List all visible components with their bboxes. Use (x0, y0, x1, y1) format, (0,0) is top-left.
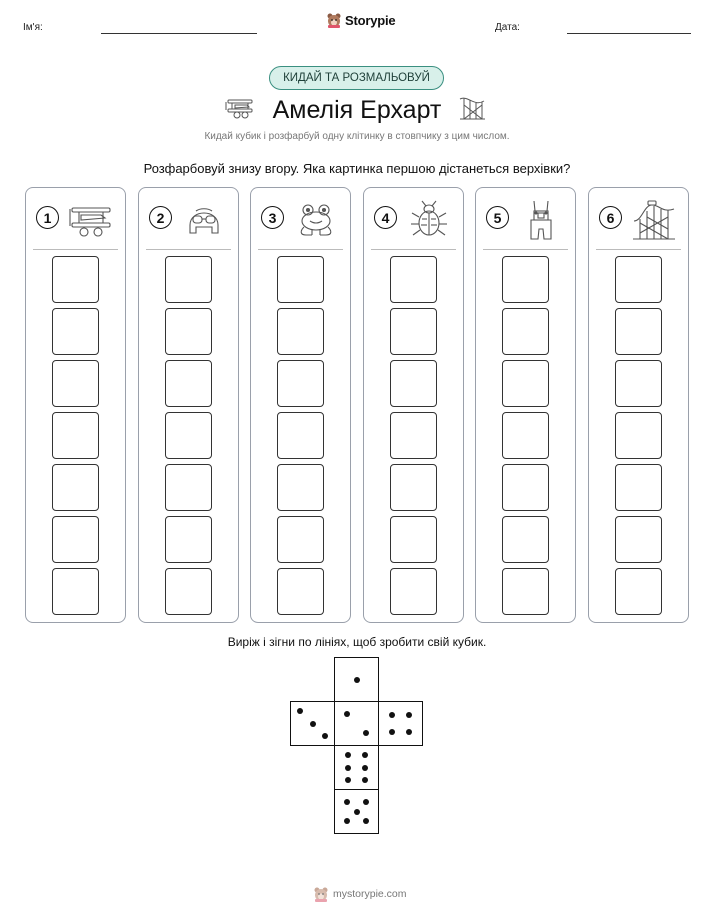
name-label: Ім'я: (23, 22, 43, 33)
color-cell[interactable] (165, 308, 212, 355)
die-face-1 (334, 657, 379, 702)
color-cell[interactable] (277, 308, 324, 355)
color-cell[interactable] (390, 464, 437, 511)
color-cell[interactable] (277, 568, 324, 615)
column-number: 1 (36, 206, 59, 229)
column-divider (371, 249, 456, 250)
color-cell[interactable] (502, 516, 549, 563)
color-cell[interactable] (52, 360, 99, 407)
column-number: 4 (374, 206, 397, 229)
column-6 (588, 187, 689, 623)
color-cell[interactable] (52, 516, 99, 563)
column-2 (138, 187, 239, 623)
column-4 (363, 187, 464, 623)
die-pip (362, 752, 368, 758)
cube-instruction: Виріж і зігни по лініях, щоб зробити свій кубик. (227, 635, 487, 649)
color-cell[interactable] (615, 464, 662, 511)
color-cell[interactable] (52, 568, 99, 615)
brand-name: Storypie (345, 12, 396, 28)
die-face-6 (334, 745, 379, 790)
die-pip (345, 752, 351, 758)
column-divider (33, 249, 118, 250)
color-cell[interactable] (502, 360, 549, 407)
color-cell[interactable] (502, 256, 549, 303)
date-line[interactable] (567, 33, 691, 34)
color-cell[interactable] (390, 516, 437, 563)
color-cell[interactable] (52, 256, 99, 303)
storypie-logo (326, 12, 395, 28)
color-cell[interactable] (165, 568, 212, 615)
activity-badge: КИДАЙ ТА РОЗМАЛЬОВУЙ (269, 66, 444, 90)
die-pip (406, 729, 412, 735)
column-number: 6 (599, 206, 622, 229)
color-cell[interactable] (165, 516, 212, 563)
color-cell[interactable] (165, 360, 212, 407)
die-pip (389, 729, 395, 735)
column-divider (596, 249, 681, 250)
color-cell[interactable] (615, 256, 662, 303)
column-3 (250, 187, 351, 623)
die-face-5 (334, 789, 379, 834)
die-face-4 (378, 701, 423, 746)
die-pip (406, 712, 412, 718)
color-cell[interactable] (390, 360, 437, 407)
color-cell[interactable] (502, 568, 549, 615)
color-cell[interactable] (615, 412, 662, 459)
footer-url: mystorypie.com (333, 888, 407, 900)
die-pip (345, 765, 351, 771)
color-cell[interactable] (502, 412, 549, 459)
footer (313, 886, 407, 902)
date-label: Дата: (495, 22, 520, 33)
column-5 (475, 187, 576, 623)
beetle-icon (407, 199, 451, 241)
color-cell[interactable] (277, 516, 324, 563)
die-pip (362, 765, 368, 771)
color-cell[interactable] (52, 308, 99, 355)
die-pip (363, 730, 369, 736)
color-cell[interactable] (165, 464, 212, 511)
color-cell[interactable] (165, 412, 212, 459)
die-pip (322, 733, 328, 739)
page-title: Амелія Ерхарт (272, 96, 442, 124)
die-pip (344, 711, 350, 717)
bear-logo-icon (326, 12, 342, 28)
color-cell[interactable] (52, 412, 99, 459)
column-divider (258, 249, 343, 250)
die-face-3 (290, 701, 335, 746)
color-cell[interactable] (615, 360, 662, 407)
die-pip (345, 777, 351, 783)
color-cell[interactable] (390, 412, 437, 459)
die-pip (354, 677, 360, 683)
die-pip (344, 818, 350, 824)
color-cell[interactable] (277, 412, 324, 459)
column-number: 5 (486, 206, 509, 229)
color-cell[interactable] (615, 516, 662, 563)
bear-logo-icon (313, 886, 329, 902)
color-cell[interactable] (615, 308, 662, 355)
die-pip (344, 799, 350, 805)
color-cell[interactable] (277, 360, 324, 407)
name-line[interactable] (101, 33, 257, 34)
biplane-icon (69, 199, 113, 241)
die-pip (363, 818, 369, 824)
color-cell[interactable] (277, 256, 324, 303)
overalls-icon (519, 199, 563, 241)
roller-coaster-icon (632, 199, 676, 241)
color-cell[interactable] (615, 568, 662, 615)
color-cell[interactable] (277, 464, 324, 511)
column-number: 3 (261, 206, 284, 229)
column-number: 2 (149, 206, 172, 229)
subtitle: Кидай кубик і розфарбуй одну клітинку в стовпчику з цим числом. (204, 131, 510, 142)
die-pip (362, 777, 368, 783)
color-cell[interactable] (502, 308, 549, 355)
die-pip (354, 809, 360, 815)
aviator-helmet-icon (182, 199, 226, 241)
color-cell[interactable] (52, 464, 99, 511)
instructions-question: Розфарбовуй знизу вгору. Яка картинка першою дістанеться верхівки? (143, 161, 571, 176)
die-pip (363, 799, 369, 805)
column-1 (25, 187, 126, 623)
frog-icon (294, 199, 338, 241)
column-divider (483, 249, 568, 250)
color-cell[interactable] (165, 256, 212, 303)
color-cell[interactable] (502, 464, 549, 511)
die-pip (297, 708, 303, 714)
column-divider (146, 249, 231, 250)
die-pip (389, 712, 395, 718)
die-pip (310, 721, 316, 727)
color-cell[interactable] (390, 308, 437, 355)
color-cell[interactable] (390, 568, 437, 615)
color-cell[interactable] (390, 256, 437, 303)
die-face-2 (334, 701, 379, 746)
roller-coaster-icon (458, 93, 486, 121)
